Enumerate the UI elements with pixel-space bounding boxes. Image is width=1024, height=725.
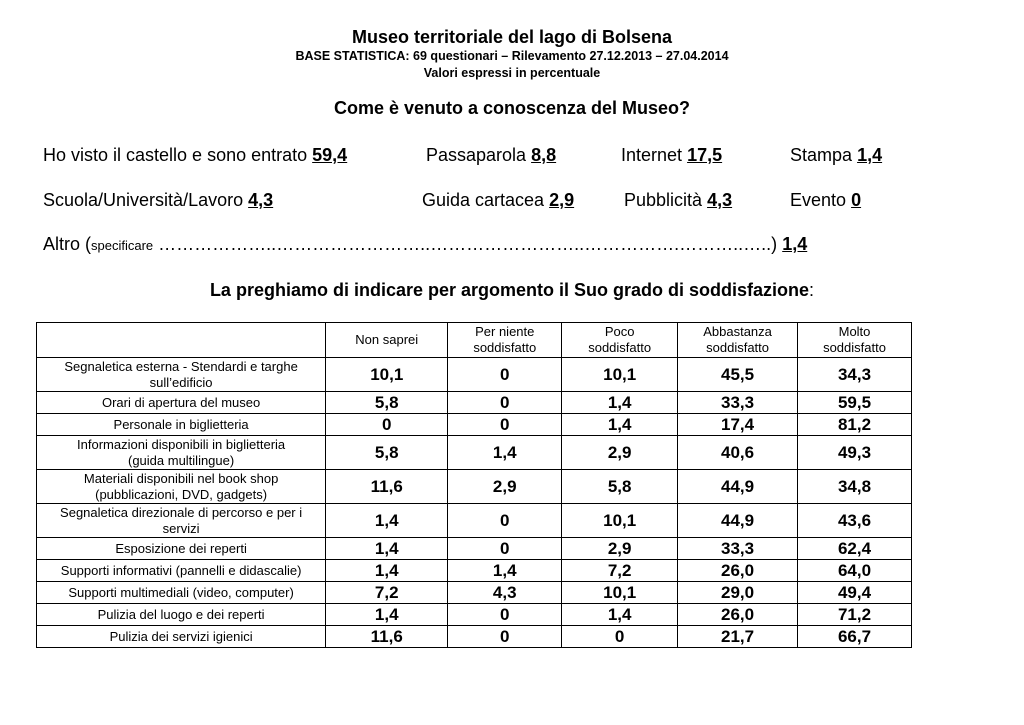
table-row: [37, 392, 912, 414]
value-cell: 1,4: [448, 560, 562, 582]
value-cell: 44,9: [678, 504, 798, 538]
option-press: [790, 145, 882, 166]
row-label: Segnaletica esterna - Stendardi e targhe sull’edificio: [37, 358, 326, 392]
value-cell: 1,4: [562, 414, 678, 436]
value-cell: 0: [448, 392, 562, 414]
option-label: Scuola/Università/Lavoro: [43, 190, 244, 210]
option-castle: [43, 145, 347, 166]
option-label: Evento: [790, 190, 847, 210]
value-cell: 2,9: [562, 538, 678, 560]
value-cell: 0: [448, 414, 562, 436]
other-dots: ………………..……………………..……………………..…………….………..…..): [158, 234, 778, 254]
statistical-base: BASE STATISTICA: 69 questionari – Rilevamento 27.12.2013 – 27.04.2014: [295, 49, 729, 63]
value-cell: 43,6: [798, 504, 912, 538]
value-cell: 0: [448, 538, 562, 560]
value-cell: 4,3: [448, 582, 562, 604]
satisfaction-table: [36, 322, 912, 648]
row-label: Pulizia dei servizi igienici: [37, 626, 326, 648]
value-cell: 10,1: [326, 358, 448, 392]
option-value: 0: [851, 190, 862, 210]
option-label: Internet: [621, 145, 683, 165]
value-cell: 81,2: [798, 414, 912, 436]
value-cell: 10,1: [562, 582, 678, 604]
header-cell: Per niente soddisfatto: [448, 323, 562, 358]
other-prefix: Altro (: [43, 234, 92, 254]
value-cell: 49,4: [798, 582, 912, 604]
header-cell: Molto soddisfatto: [798, 323, 912, 358]
option-label: Guida cartacea: [422, 190, 545, 210]
value-cell: 1,4: [448, 436, 562, 470]
value-cell: 1,4: [326, 560, 448, 582]
option-value: 1,4: [782, 234, 808, 254]
value-cell: 7,2: [562, 560, 678, 582]
option-other: [43, 234, 807, 255]
value-cell: 62,4: [798, 538, 912, 560]
value-cell: 29,0: [678, 582, 798, 604]
option-label: Stampa: [790, 145, 853, 165]
value-cell: 64,0: [798, 560, 912, 582]
value-cell: 5,8: [326, 392, 448, 414]
satisfaction-title-text: La preghiamo di indicare per argomento il Suo grado di soddisfazione: [209, 280, 810, 300]
value-cell: 33,3: [678, 392, 798, 414]
question-satisfaction-title: [0, 280, 1024, 301]
value-cell: 2,9: [448, 470, 562, 504]
value-cell: 1,4: [326, 604, 448, 626]
value-cell: 34,3: [798, 358, 912, 392]
row-label: Supporti multimediali (video, computer): [37, 582, 326, 604]
question-awareness-title: Come è venuto a conoscenza del Museo?: [333, 98, 691, 118]
option-value: 8,8: [531, 145, 557, 165]
row-label: Materiali disponibili nel book shop (pubblicazioni, DVD, gadgets): [37, 470, 326, 504]
option-value: 17,5: [687, 145, 723, 165]
value-cell: 45,5: [678, 358, 798, 392]
table-row: [37, 470, 912, 504]
option-label: Pubblicità: [624, 190, 703, 210]
value-cell: 10,1: [562, 504, 678, 538]
option-school-work: [43, 190, 273, 211]
table-row: [37, 538, 912, 560]
option-paper-guide: [422, 190, 574, 211]
header-cell: Poco soddisfatto: [562, 323, 678, 358]
value-cell: 59,5: [798, 392, 912, 414]
value-cell: 0: [448, 604, 562, 626]
value-cell: 26,0: [678, 604, 798, 626]
option-value: 2,9: [549, 190, 575, 210]
table-row: [37, 626, 912, 648]
value-cell: 1,4: [562, 392, 678, 414]
row-label: Esposizione dei reperti: [37, 538, 326, 560]
value-cell: 10,1: [562, 358, 678, 392]
value-cell: 5,8: [562, 470, 678, 504]
header-cell: Non saprei: [326, 323, 448, 358]
option-value: 59,4: [312, 145, 348, 165]
value-cell: 1,4: [326, 504, 448, 538]
row-label: Orari di apertura del museo: [37, 392, 326, 414]
value-cell: 49,3: [798, 436, 912, 470]
document-title: Museo territoriale del lago di Bolsena: [351, 27, 673, 47]
row-label: Supporti informativi (pannelli e didascalie): [37, 560, 326, 582]
table-row: [37, 560, 912, 582]
value-cell: 2,9: [562, 436, 678, 470]
row-label: Segnaletica direzionale di percorso e per i servizi: [37, 504, 326, 538]
option-value: 1,4: [857, 145, 883, 165]
value-cell: 1,4: [562, 604, 678, 626]
option-value: 4,3: [707, 190, 733, 210]
value-cell: 40,6: [678, 436, 798, 470]
value-cell: 0: [448, 504, 562, 538]
other-specify: specificare: [91, 238, 154, 253]
value-cell: 33,3: [678, 538, 798, 560]
table-row: [37, 604, 912, 626]
value-cell: 66,7: [798, 626, 912, 648]
header-cell: Abbastanza soddisfatto: [678, 323, 798, 358]
option-advertising: [624, 190, 732, 211]
header-blank-cell: [37, 323, 326, 358]
option-label: Passaparola: [426, 145, 527, 165]
option-value: 4,3: [248, 190, 274, 210]
row-label: Informazioni disponibili in biglietteria (guida multilingue): [37, 436, 326, 470]
table-row: [37, 436, 912, 470]
value-cell: 44,9: [678, 470, 798, 504]
values-note: Valori espressi in percentuale: [423, 66, 601, 80]
option-word-of-mouth: [426, 145, 556, 166]
table-row: [37, 582, 912, 604]
option-label: Ho visto il castello e sono entrato: [43, 145, 308, 165]
table-row: [37, 414, 912, 436]
satisfaction-title-colon: :: [809, 280, 815, 300]
value-cell: 0: [326, 414, 448, 436]
option-internet: [621, 145, 722, 166]
value-cell: 71,2: [798, 604, 912, 626]
value-cell: 11,6: [326, 626, 448, 648]
value-cell: 0: [448, 358, 562, 392]
option-event: [790, 190, 861, 211]
value-cell: 17,4: [678, 414, 798, 436]
table-header-row: [37, 323, 912, 358]
value-cell: 5,8: [326, 436, 448, 470]
value-cell: 0: [448, 626, 562, 648]
value-cell: 21,7: [678, 626, 798, 648]
table-body: [37, 358, 912, 648]
table-row: [37, 358, 912, 392]
row-label: Pulizia del luogo e dei reperti: [37, 604, 326, 626]
value-cell: 11,6: [326, 470, 448, 504]
value-cell: 26,0: [678, 560, 798, 582]
value-cell: 1,4: [326, 538, 448, 560]
row-label: Personale in biglietteria: [37, 414, 326, 436]
table-row: [37, 504, 912, 538]
value-cell: 7,2: [326, 582, 448, 604]
value-cell: 0: [562, 626, 678, 648]
value-cell: 34,8: [798, 470, 912, 504]
